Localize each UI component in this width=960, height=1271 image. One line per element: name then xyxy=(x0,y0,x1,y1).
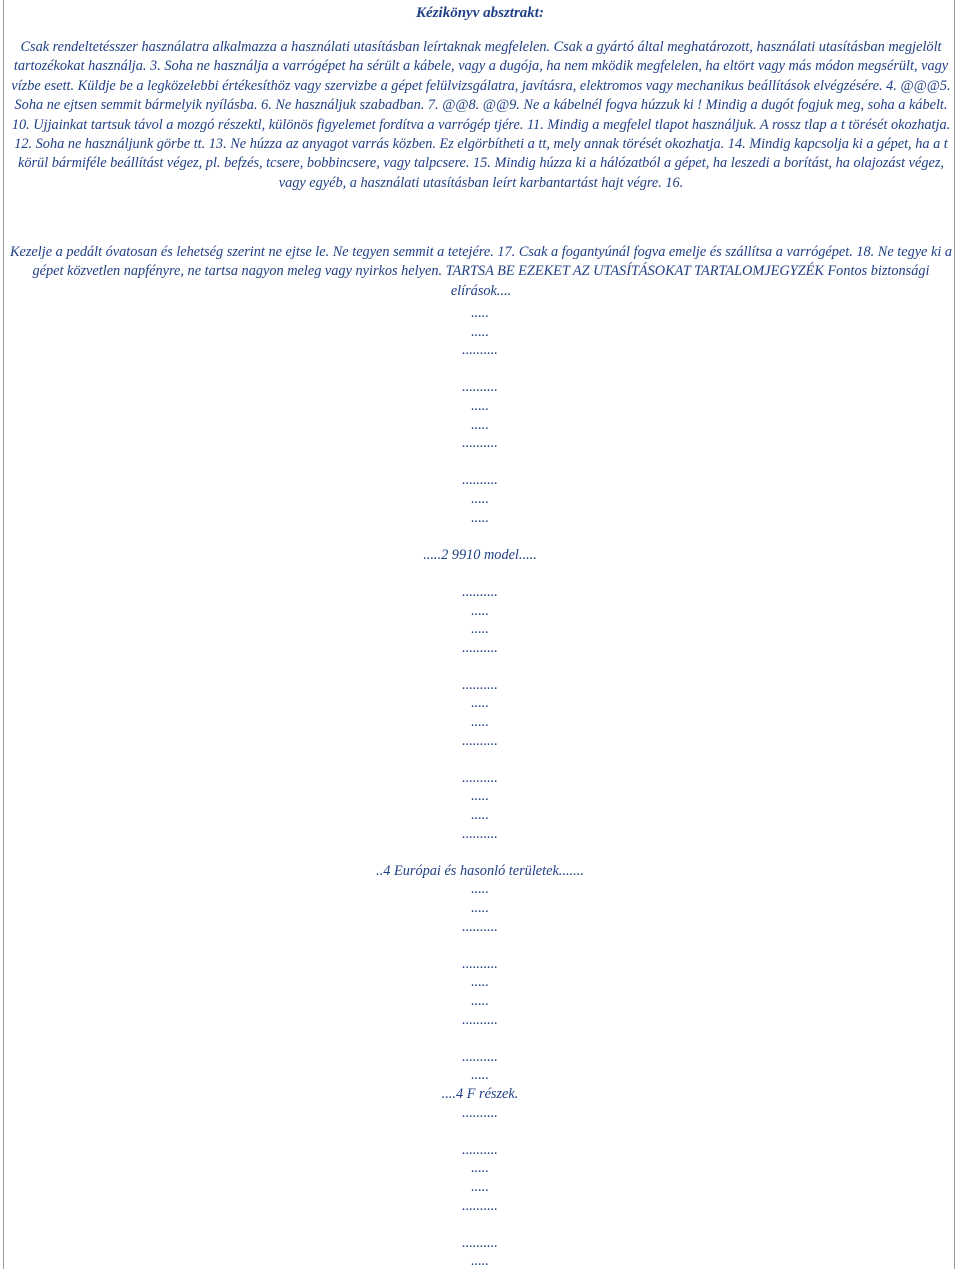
toc-line: ..... xyxy=(471,900,489,916)
toc-line: ..... xyxy=(471,1067,489,1084)
toc-line: .......... xyxy=(462,1197,498,1214)
toc-line: ..... xyxy=(471,788,489,805)
toc-line: .......... xyxy=(462,342,498,359)
toc-line: .......... xyxy=(462,769,498,786)
toc-line: .......... xyxy=(462,955,498,972)
toc-line: .......... xyxy=(462,1011,498,1028)
toc-line: .....2 9910 model..... xyxy=(423,546,537,563)
toc-line: ..... xyxy=(471,397,489,414)
document-title: Kézikönyv absztrakt: xyxy=(416,5,544,21)
toc-line: .......... xyxy=(462,1141,498,1158)
toc-spacer xyxy=(4,657,956,676)
table-of-contents xyxy=(4,304,956,1271)
toc-spacer xyxy=(4,1029,956,1048)
toc-spacer xyxy=(4,1215,956,1234)
toc-line: ..... xyxy=(471,1253,489,1270)
toc-line: .......... xyxy=(462,472,498,489)
safety-paragraph-1: Csak rendeltetésszer használatra alkalmazza a használati utasításban leírtaknak megfelelen. Csak a gyártó által meghatározott, használati utasításban megjelölt tartozékokat használja. 3. Soha ne használja a varrógépet ha sérült a kábele, vagy a dugója, ha nem mködik megfelelen, ha eltört vagy más módon megsérült, vagy vízbe esett. Küldje be a legközelebbi értékesíthöz vagy szervizbe a gépet felülvizsgálatra, javításra, elektromos vagy mechanikus beállítások elvégzésére. 4. @@@5. Soha ne ejtsen semmit bármelyik nyílásba. 6. Ne használjuk szabadban. 7. @@8. @@9. Ne a kábelnél fogva húzzuk ki ! Mindig a dugót fogjuk meg, soha a kábelt. 10. Ujjainkat tartsuk távol a mozgó részektl, különös figyelemet fordítva a varrógép tjére. 11. Mindig a megfelel tlapot használjuk. A rossz tlap a t törését okozhatja. 12. Soha ne használjunk görbe tt. 13. Ne húzza az anyagot varrás közben. Ez elgörbítheti a tt, mely annak törését okozhatja. 14. Mindig kapcsolja ki a gépet, ha a t körül bármiféle beállítást végez, pl. befzés, tcsere, bobbincsere, vagy talpcsere. 15. Mindig húzza ki a hálózatból a gépet, ha leszedi a borítást, ha olajozást végez, vagy egyéb, a használati utasításban leírt karbantartást hajt végre. 16. xyxy=(11,39,951,191)
toc-spacer xyxy=(4,936,956,955)
toc-line: ..... xyxy=(471,695,489,712)
toc-line: .......... xyxy=(462,583,498,600)
toc-spacer xyxy=(4,750,956,769)
toc-line: .......... xyxy=(462,825,498,842)
toc-line: ..... xyxy=(471,974,489,991)
toc-line: .......... xyxy=(462,1234,498,1251)
toc-line: ..... xyxy=(471,714,489,731)
toc-spacer xyxy=(4,843,956,862)
toc-spacer xyxy=(4,360,956,379)
toc-line: ..... xyxy=(471,807,489,824)
toc-line: .......... xyxy=(462,732,498,749)
toc-line: ..... xyxy=(471,992,489,1009)
toc-line: ..... xyxy=(471,621,489,638)
toc-line: .......... xyxy=(462,435,498,452)
toc-line: ..... xyxy=(471,509,489,526)
toc-line: ..... xyxy=(471,1178,489,1195)
safety-paragraph-2: Kezelje a pedált óvatosan és lehetség szerint ne ejtse le. Ne tegyen semmit a tetejére. 17. Csak a fogantyúnál fogva emelje és szállítsa a varrógépet. 18. Ne tegye ki a gépet közvetlen napfényre, ne tartsa nagyon meleg vagy nyirkos helyen. TARTSA BE EZEKET AZ UTASÍTÁSOKAT TARTALOMJEGYZÉK Fontos biztonsági elírások.... xyxy=(9,244,953,299)
toc-line: ..... xyxy=(471,490,489,507)
toc-line: ..... xyxy=(471,305,489,321)
toc-line: .......... xyxy=(462,918,498,935)
toc-line: .......... xyxy=(462,639,498,656)
toc-line: ....4 F részek. xyxy=(441,1085,519,1102)
toc-line: ..... xyxy=(471,1160,489,1177)
document-page xyxy=(3,0,955,1269)
toc-line: ..... xyxy=(471,881,489,898)
toc-line: .......... xyxy=(462,1104,498,1121)
toc-line: .......... xyxy=(462,379,498,396)
toc-spacer xyxy=(4,1122,956,1141)
toc-line: ..4 Európai és hasonló területek....... xyxy=(376,862,584,879)
toc-line: ..... xyxy=(471,416,489,433)
toc-line: ..... xyxy=(471,602,489,619)
toc-line: .......... xyxy=(462,1048,498,1065)
toc-spacer xyxy=(4,564,956,583)
toc-spacer xyxy=(4,527,956,546)
toc-line: .......... xyxy=(462,676,498,693)
toc-spacer xyxy=(4,453,956,472)
toc-line: ..... xyxy=(471,323,489,340)
